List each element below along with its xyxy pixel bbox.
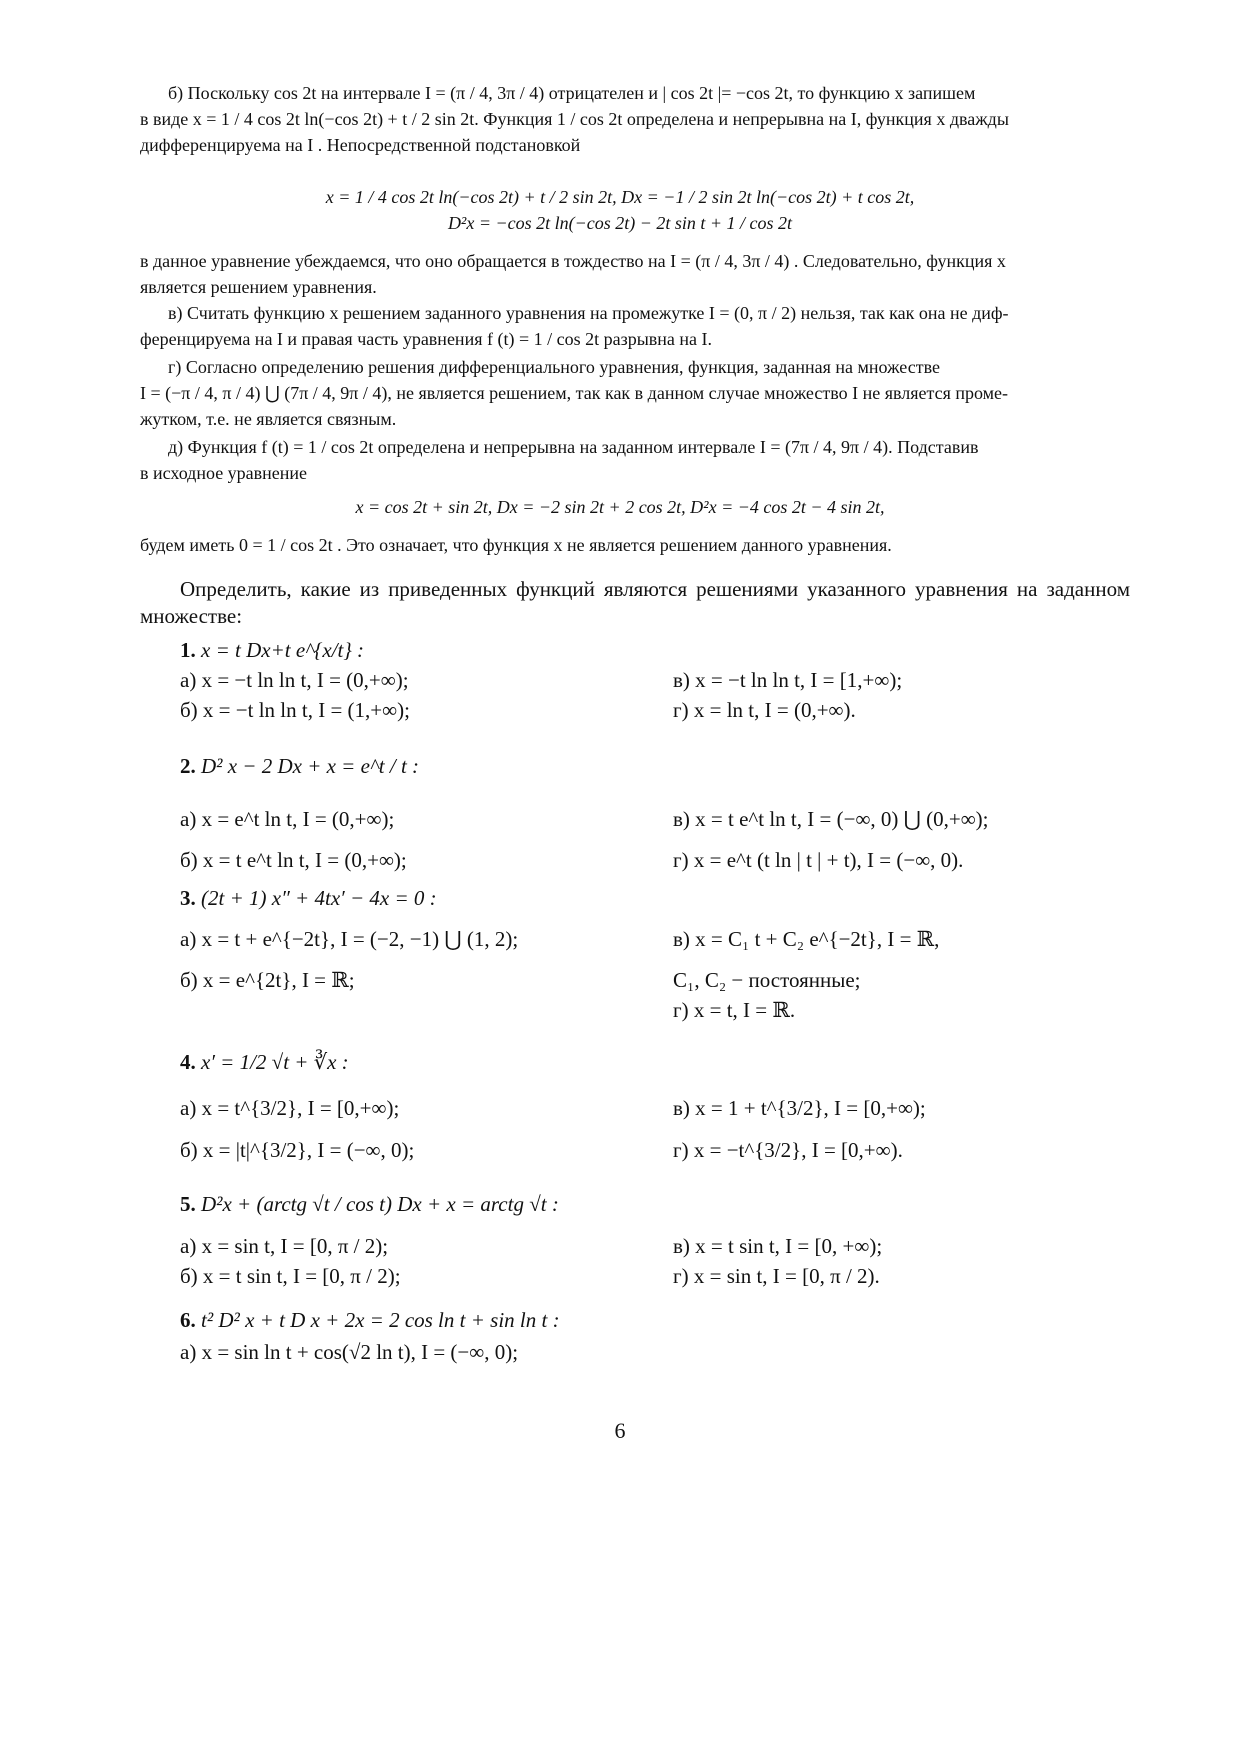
problem-1-equation bbox=[180, 636, 364, 664]
paragraph-d bbox=[140, 434, 1120, 486]
equation: x = cos 2t + sin 2t, Dx = −2 sin 2t + 2 cos 2t, D²x = −4 cos 2t − 4 sin 2t, bbox=[355, 497, 885, 517]
task-heading: Определить, какие из приведенных функций являются решениями указанного уравнения на заданном множестве: bbox=[140, 577, 1130, 628]
text-line: дифференцируема на I . Непосредственной подстановкой bbox=[140, 135, 581, 155]
option-b: б) x = t sin t, I = [0, π / 2); bbox=[180, 1264, 401, 1288]
problem-equation: x = t Dx+t e^{x/t} : bbox=[201, 638, 365, 662]
option-a: а) x = t^{3/2}, I = [0,+∞); bbox=[180, 1096, 400, 1120]
text-line: жутком, т.е. не является связным. bbox=[140, 409, 397, 429]
problem-number: 1. bbox=[180, 638, 196, 662]
problem-number: 5. bbox=[180, 1192, 196, 1216]
text-line: I = (−π / 4, π / 4) ⋃ (7π / 4, 9π / 4), не является решением, так как в данном случае множество I не является проме- bbox=[140, 383, 1009, 403]
problem-number: 3. bbox=[180, 886, 196, 910]
problem-equation: t² D² x + t D x + 2x = 2 cos ln t + sin ln t : bbox=[201, 1308, 560, 1332]
text-line: г) Согласно определению решения дифференциального уравнения, функция, заданная на множестве bbox=[168, 357, 940, 377]
problem-equation: (2t + 1) x″ + 4tx′ − 4x = 0 : bbox=[201, 886, 437, 910]
option-v: в) x = t sin t, I = [0, +∞); bbox=[673, 1234, 883, 1258]
text-line: является решением уравнения. bbox=[140, 277, 377, 297]
problem-6-equation bbox=[180, 1306, 560, 1334]
equation: x = 1 / 4 cos 2t ln(−cos 2t) + t / 2 sin 2t, Dx = −1 / 2 sin 2t ln(−cos 2t) + t cos 2t, bbox=[325, 187, 915, 207]
text-line: в исходное уравнение bbox=[140, 463, 308, 483]
paragraph-b bbox=[140, 80, 1120, 158]
option-g: г) x = t, I = ℝ. bbox=[673, 998, 796, 1022]
problem-number: 2. bbox=[180, 754, 196, 778]
option-v: в) x = C₁ t + C₂ e^{−2t}, I = ℝ, bbox=[673, 927, 940, 951]
problem-number: 6. bbox=[180, 1308, 196, 1332]
option-v-note: C₁, C₂ − постоянные; bbox=[673, 968, 861, 992]
option-b: б) x = e^{2t}, I = ℝ; bbox=[180, 968, 355, 992]
text-line: д) Функция f (t) = 1 / cos 2t определена и непрерывна на заданном интервале I = (7π / 4, 9π / 4). Подставив bbox=[168, 437, 979, 457]
option-v: в) x = t e^t ln t, I = (−∞, 0) ⋃ (0,+∞); bbox=[673, 807, 989, 831]
option-g: г) x = e^t (t ln | t | + t), I = (−∞, 0). bbox=[673, 848, 964, 872]
problem-5-equation bbox=[180, 1190, 559, 1218]
equation: D²x = −cos 2t ln(−cos 2t) − 2t sin t + 1 / cos 2t bbox=[447, 213, 793, 233]
page-number: 6 bbox=[614, 1418, 626, 1443]
option-g: г) x = sin t, I = [0, π / 2). bbox=[673, 1264, 880, 1288]
option-g: г) x = ln t, I = (0,+∞). bbox=[673, 698, 856, 722]
option-v: в) x = 1 + t^{3/2}, I = [0,+∞); bbox=[673, 1096, 926, 1120]
text-line: в) Считать функцию x решением заданного уравнения на промежутке I = (0, π / 2) нельзя, так как она не диф- bbox=[168, 303, 1009, 323]
problem-4-equation bbox=[180, 1048, 349, 1076]
option-v: в) x = −t ln ln t, I = [1,+∞); bbox=[673, 668, 903, 692]
text-line: будем иметь 0 = 1 / cos 2t . Это означает, что функция x не является решением данного уравнения. bbox=[140, 535, 892, 555]
paragraph-d-conclusion bbox=[140, 532, 1120, 558]
problem-equation: x′ = 1/2 √t + ∛x : bbox=[201, 1050, 349, 1074]
option-a: а) x = sin t, I = [0, π / 2); bbox=[180, 1234, 389, 1258]
problem-number: 4. bbox=[180, 1050, 196, 1074]
option-a: а) x = e^t ln t, I = (0,+∞); bbox=[180, 807, 395, 831]
option-a: а) x = sin ln t + cos(√2 ln t), I = (−∞, 0); bbox=[180, 1340, 519, 1364]
text-line: в виде x = 1 / 4 cos 2t ln(−cos 2t) + t / 2 sin 2t. Функция 1 / cos 2t определена и непрерывна на I, функция x дважды bbox=[140, 109, 1009, 129]
problem-equation: D² x − 2 Dx + x = e^t / t : bbox=[201, 754, 420, 778]
problem-equation: D²x + (arctg √t / cos t) Dx + x = arctg √t : bbox=[201, 1192, 559, 1216]
paragraph-g bbox=[140, 354, 1120, 432]
text-line: в данное уравнение убеждаемся, что оно обращается в тождество на I = (π / 4, 3π / 4) . Следовательно, функция x bbox=[140, 251, 1006, 271]
option-a: а) x = −t ln ln t, I = (0,+∞); bbox=[180, 668, 409, 692]
option-g: г) x = −t^{3/2}, I = [0,+∞). bbox=[673, 1138, 903, 1162]
paragraph-b-conclusion bbox=[140, 248, 1120, 300]
option-a: а) x = t + e^{−2t}, I = (−2, −1) ⋃ (1, 2); bbox=[180, 927, 519, 951]
option-b: б) x = −t ln ln t, I = (1,+∞); bbox=[180, 698, 410, 722]
problem-2-equation bbox=[180, 752, 419, 780]
option-b: б) x = t e^t ln t, I = (0,+∞); bbox=[180, 848, 407, 872]
paragraph-v bbox=[140, 300, 1120, 352]
problem-3-equation bbox=[180, 884, 437, 912]
option-b: б) x = |t|^{3/2}, I = (−∞, 0); bbox=[180, 1138, 415, 1162]
text-line: б) Поскольку cos 2t на интервале I = (π / 4, 3π / 4) отрицателен и | cos 2t |= −cos 2t, то функцию x запишем bbox=[168, 83, 976, 103]
text-line: ференцируема на I и правая часть уравнения f (t) = 1 / cos 2t разрывна на I. bbox=[140, 329, 713, 349]
